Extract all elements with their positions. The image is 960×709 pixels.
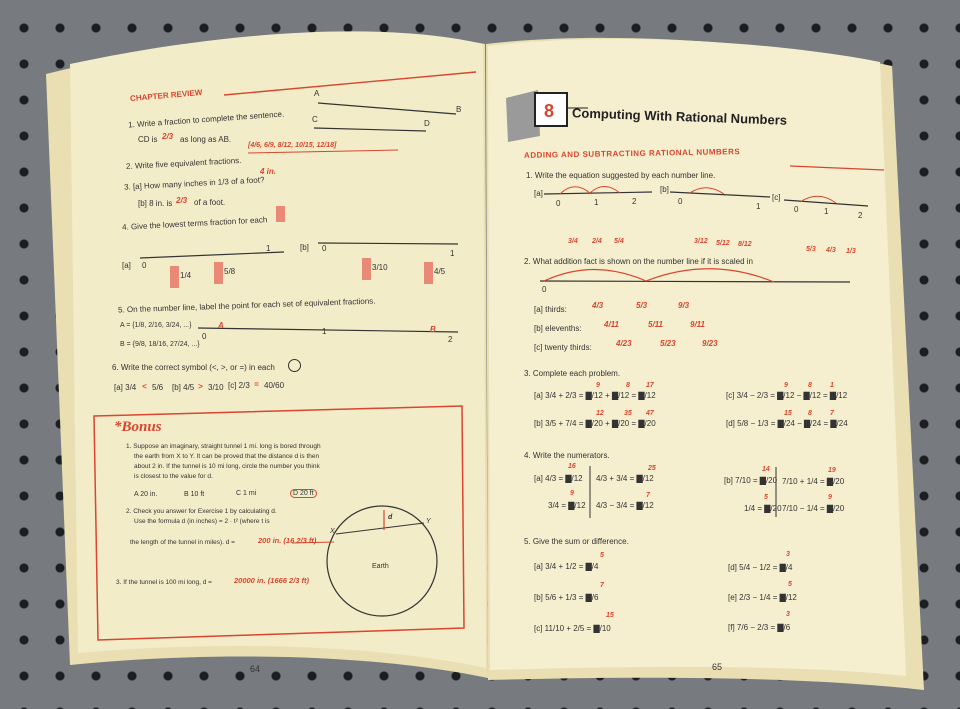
q6a: [a] 3/4 bbox=[114, 383, 137, 392]
r-q2b-label: [b] elevenths: bbox=[534, 324, 582, 333]
q4b-label: [b] bbox=[300, 243, 309, 252]
bonus-q3-answer: 20000 in. (1666 2/3 ft) bbox=[234, 576, 310, 585]
q1-cd-tail: as long as AB. bbox=[180, 135, 232, 144]
r-q1-label-b: [b] bbox=[660, 185, 669, 194]
r-q1a-answer-2: 2/4 bbox=[592, 238, 602, 245]
bonus-q2-line-2: Use the formula d (in inches) = 2 · t² (where t is bbox=[134, 518, 270, 525]
r-q3b-fill-2: 35 bbox=[624, 410, 632, 417]
r-q3a-fill-2: 8 bbox=[626, 382, 630, 389]
q1-cd-label: CD is bbox=[138, 135, 158, 144]
r-q4a1: [a] 4/3 = ▇/12 bbox=[534, 474, 583, 483]
r-q3c-fill-1: 9 bbox=[784, 382, 788, 389]
r-q4a2-fill: 9 bbox=[570, 490, 574, 497]
q4a-answer-1: 1/4 bbox=[180, 271, 192, 280]
r-q4a2: 3/4 = ▇/12 bbox=[548, 501, 586, 510]
bonus-q2-answer: 200 in. (16 2/3 ft) bbox=[258, 536, 317, 545]
r-q5a: [a] 3/4 + 1/2 = ▇/4 bbox=[534, 562, 599, 571]
left-page-number: 64 bbox=[250, 664, 261, 674]
bonus-choice-a: A 20 in. bbox=[134, 491, 158, 498]
r-q4b1-fill: 14 bbox=[762, 466, 770, 473]
r-q1a-answer-3: 5/4 bbox=[614, 238, 624, 245]
r-q2c-v1: 4/23 bbox=[616, 339, 632, 348]
r-q4b4-fill: 9 bbox=[828, 494, 832, 501]
r-q3d-fill-2: 8 bbox=[808, 410, 812, 417]
r-q5d: [d] 5/4 − 1/2 = ▇/4 bbox=[728, 563, 793, 572]
r-q5b-fill: 7 bbox=[600, 582, 604, 589]
r-q1c-tick-2: 2 bbox=[858, 211, 863, 220]
r-q3-text: 3. Complete each problem. bbox=[524, 369, 621, 378]
bonus-choice-c: C 1 mi bbox=[236, 490, 257, 497]
r-q4a3: 4/3 + 3/4 = ▇/12 bbox=[596, 474, 654, 483]
r-q1b-answer-1: 3/12 bbox=[694, 238, 708, 245]
r-q4b3-fill: 19 bbox=[828, 467, 836, 474]
q4a-label: [a] bbox=[122, 261, 131, 270]
r-q1a-answer-1: 3/4 bbox=[568, 238, 578, 245]
q3b-tail: of a foot. bbox=[194, 198, 226, 207]
bonus-q1-line-4: is closest to the value for d. bbox=[134, 473, 213, 480]
q3a-text: 3. [a] How many inches in 1/3 of a foot? bbox=[123, 175, 265, 192]
q4a-tick-1: 1 bbox=[266, 244, 271, 253]
tunnel-y-label: Y bbox=[426, 518, 431, 525]
bonus-title: *Bonus bbox=[114, 419, 162, 435]
r-q1c-tick-0: 0 bbox=[794, 205, 799, 214]
r-q3a-fill-3: 17 bbox=[646, 382, 654, 389]
r-q2-zero: 0 bbox=[542, 285, 547, 294]
bonus-q1-line-3: about 2 in. If the tunnel is 10 mi long, circle the number you think bbox=[134, 463, 320, 470]
r-q5e-fill: 5 bbox=[788, 581, 792, 588]
r-q2c-v3: 9/23 bbox=[702, 339, 718, 348]
r-q2a-v2: 5/3 bbox=[636, 301, 648, 310]
q4b-answer-2: 4/5 bbox=[434, 267, 446, 276]
q3b-answer: 2/3 bbox=[176, 196, 188, 205]
r-q1-label-c: [c] bbox=[772, 193, 781, 202]
r-q1b-answer-2: 5/12 bbox=[716, 240, 730, 247]
r-q1b-tick-1: 1 bbox=[756, 202, 761, 211]
q5-set-a: A = {1/8, 2/16, 3/24, ...} bbox=[120, 322, 192, 329]
r-q3c: [c] 3/4 − 2/3 = ▇/12 − ▇/12 = ▇/12 bbox=[726, 391, 848, 400]
r-q4a4: 4/3 − 3/4 = ▇/12 bbox=[596, 501, 654, 510]
q6b: [b] 4/5 bbox=[172, 383, 195, 392]
r-q3d-fill-3: 7 bbox=[830, 410, 834, 417]
q6c-symbol: = bbox=[254, 380, 259, 389]
distance-d-label: d bbox=[388, 514, 393, 521]
chapter-number: 8 bbox=[544, 101, 555, 121]
chapter-review-heading: CHAPTER REVIEW bbox=[129, 87, 203, 104]
r-q3a: [a] 3/4 + 2/3 = ▇/12 + ▇/12 = ▇/12 bbox=[534, 391, 656, 400]
section-title: ADDING AND SUBTRACTING RATIONAL NUMBERS bbox=[523, 147, 741, 160]
point-b-label: B bbox=[456, 105, 462, 114]
r-q3d-fill-1: 15 bbox=[784, 410, 792, 417]
q5-tick-1: 1 bbox=[322, 327, 327, 336]
right-page-number: 65 bbox=[712, 662, 723, 672]
bonus-q1-line-2: the earth from X to Y. It can be proved that the distance d is then bbox=[134, 453, 320, 460]
r-q3b-fill-1: 12 bbox=[596, 410, 604, 417]
r-q1-label-a: [a] bbox=[534, 189, 543, 198]
q4a-tick-0: 0 bbox=[142, 261, 147, 270]
r-q1c-answer-1: 5/3 bbox=[806, 246, 816, 253]
q3b-text: [b] 8 in. is bbox=[138, 199, 173, 208]
r-q3b-fill-3: 47 bbox=[646, 410, 654, 417]
r-q1-text: 1. Write the equation suggested by each number line. bbox=[526, 171, 716, 180]
r-q5-text: 5. Give the sum or difference. bbox=[524, 537, 629, 546]
r-q4a1-fill: 16 bbox=[568, 463, 576, 470]
q5-text: 5. On the number line, label the point for each set of equivalent fractions. bbox=[117, 296, 376, 315]
point-d-label: D bbox=[424, 119, 430, 128]
bonus-q2-tail: the length of the tunnel in miles). d = bbox=[130, 539, 235, 546]
r-q5f-fill: 3 bbox=[786, 611, 790, 618]
r-q1a-tick-1: 1 bbox=[594, 198, 599, 207]
bonus-choice-d: D 20 ft bbox=[290, 489, 317, 498]
bonus-q3-text: 3. If the tunnel is 100 mi long, d = bbox=[116, 579, 212, 586]
q6a-symbol: < bbox=[142, 382, 147, 391]
q1-text: 1. Write a fraction to complete the sentence. bbox=[127, 109, 285, 130]
r-q4b3: 7/10 + 1/4 = ▇/20 bbox=[782, 477, 845, 486]
q6b-symbol: > bbox=[198, 382, 203, 391]
bonus-choice-b: B 10 ft bbox=[184, 491, 205, 498]
r-q3c-fill-2: 8 bbox=[808, 382, 812, 389]
r-q4b2: 1/4 = ▇/20 bbox=[744, 504, 782, 513]
q5-set-b: B = {9/8, 18/16, 27/24, ...} bbox=[120, 341, 200, 348]
r-q4-text: 4. Write the numerators. bbox=[524, 451, 610, 460]
r-q5a-fill: 5 bbox=[600, 552, 604, 559]
r-q1a-tick-2: 2 bbox=[632, 197, 637, 206]
r-q2b-v3: 9/11 bbox=[690, 320, 705, 329]
r-q3d: [d] 5/8 − 1/3 = ▇/24 − ▇/24 = ▇/24 bbox=[726, 419, 848, 428]
q4b-tick-1: 1 bbox=[450, 249, 455, 258]
tunnel-x-label: X bbox=[330, 528, 335, 535]
r-q5e: [e] 2/3 − 1/4 = ▇/12 bbox=[728, 593, 797, 602]
r-q2a-v3: 9/3 bbox=[678, 301, 690, 310]
chapter-title: Computing With Rational Numbers bbox=[571, 105, 788, 128]
r-q2b-v1: 4/11 bbox=[604, 320, 619, 329]
q5-tick-2: 2 bbox=[448, 335, 453, 344]
q3a-answer: 4 in. bbox=[260, 167, 277, 176]
r-q5c: [c] 11/10 + 2/5 = ▇/10 bbox=[534, 624, 611, 633]
q4b-answer-1: 3/10 bbox=[372, 263, 388, 272]
earth-label: Earth bbox=[372, 563, 389, 570]
q5-tick-0: 0 bbox=[202, 332, 207, 341]
r-q1a-tick-0: 0 bbox=[556, 199, 561, 208]
r-q1c-answer-3: 1/3 bbox=[846, 248, 856, 255]
r-q2-text: 2. What addition fact is shown on the number line if it is scaled in bbox=[524, 257, 754, 266]
q6-text: 6. Write the correct symbol (<, >, or =) in each bbox=[112, 363, 275, 372]
r-q4b2-fill: 5 bbox=[764, 494, 768, 501]
q6c: [c] 2/3 bbox=[228, 381, 250, 390]
r-q4b4: 7/10 − 1/4 = ▇/20 bbox=[782, 504, 845, 513]
r-q1c-answer-2: 4/3 bbox=[826, 247, 836, 254]
r-q2c-v2: 5/23 bbox=[660, 339, 676, 348]
q2-answer: [4/6, 6/9, 8/12, 10/15, 12/18] bbox=[248, 142, 337, 149]
q5-mark-a: A bbox=[218, 321, 224, 330]
q2-text: 2. Write five equivalent fractions. bbox=[125, 155, 242, 172]
r-q4b1: [b] 7/10 = ▇/20 bbox=[724, 476, 778, 485]
point-c-label: C bbox=[312, 115, 318, 124]
r-q2b-v2: 5/11 bbox=[648, 320, 663, 329]
r-q2a-label: [a] thirds: bbox=[534, 305, 567, 314]
r-q5f: [f] 7/6 − 2/3 = ▇/6 bbox=[728, 623, 791, 632]
r-q5c-fill: 15 bbox=[606, 612, 614, 619]
r-q4a4-fill: 7 bbox=[646, 492, 650, 499]
q1-cd-answer: 2/3 bbox=[162, 132, 174, 141]
r-q5d-fill: 3 bbox=[786, 551, 790, 558]
r-q5b: [b] 5/6 + 1/3 = ▇/6 bbox=[534, 593, 599, 602]
bonus-q2-line-1: 2. Check you answer for Exercise 1 by calculating d. bbox=[126, 508, 277, 515]
r-q3a-fill-1: 9 bbox=[596, 382, 600, 389]
r-q3c-fill-3: 1 bbox=[830, 382, 834, 389]
r-q3b: [b] 3/5 + 7/4 = ▇/20 + ▇/20 = ▇/20 bbox=[534, 419, 656, 428]
point-a-label: A bbox=[314, 89, 320, 98]
q4a-answer-2: 5/8 bbox=[224, 267, 236, 276]
r-q1b-tick-0: 0 bbox=[678, 197, 683, 206]
q6b-tail: 3/10 bbox=[208, 383, 224, 392]
r-q1c-tick-1: 1 bbox=[824, 207, 829, 216]
r-q1b-answer-3: 8/12 bbox=[738, 241, 752, 248]
bonus-q1-line-1: 1. Suppose an imaginary, straight tunnel 1 mi. long is bored through bbox=[126, 443, 321, 450]
r-q4a3-fill: 25 bbox=[648, 465, 656, 472]
r-q2a-v1: 4/3 bbox=[592, 301, 604, 310]
q4b-tick-0: 0 bbox=[322, 244, 327, 253]
q6c-tail: 40/60 bbox=[264, 381, 285, 390]
q5-mark-b: B bbox=[430, 325, 436, 334]
q6a-tail: 5/6 bbox=[152, 383, 164, 392]
r-q2c-label: [c] twenty thirds: bbox=[534, 343, 592, 352]
q4-text: 4. Give the lowest terms fraction for each bbox=[121, 215, 268, 232]
